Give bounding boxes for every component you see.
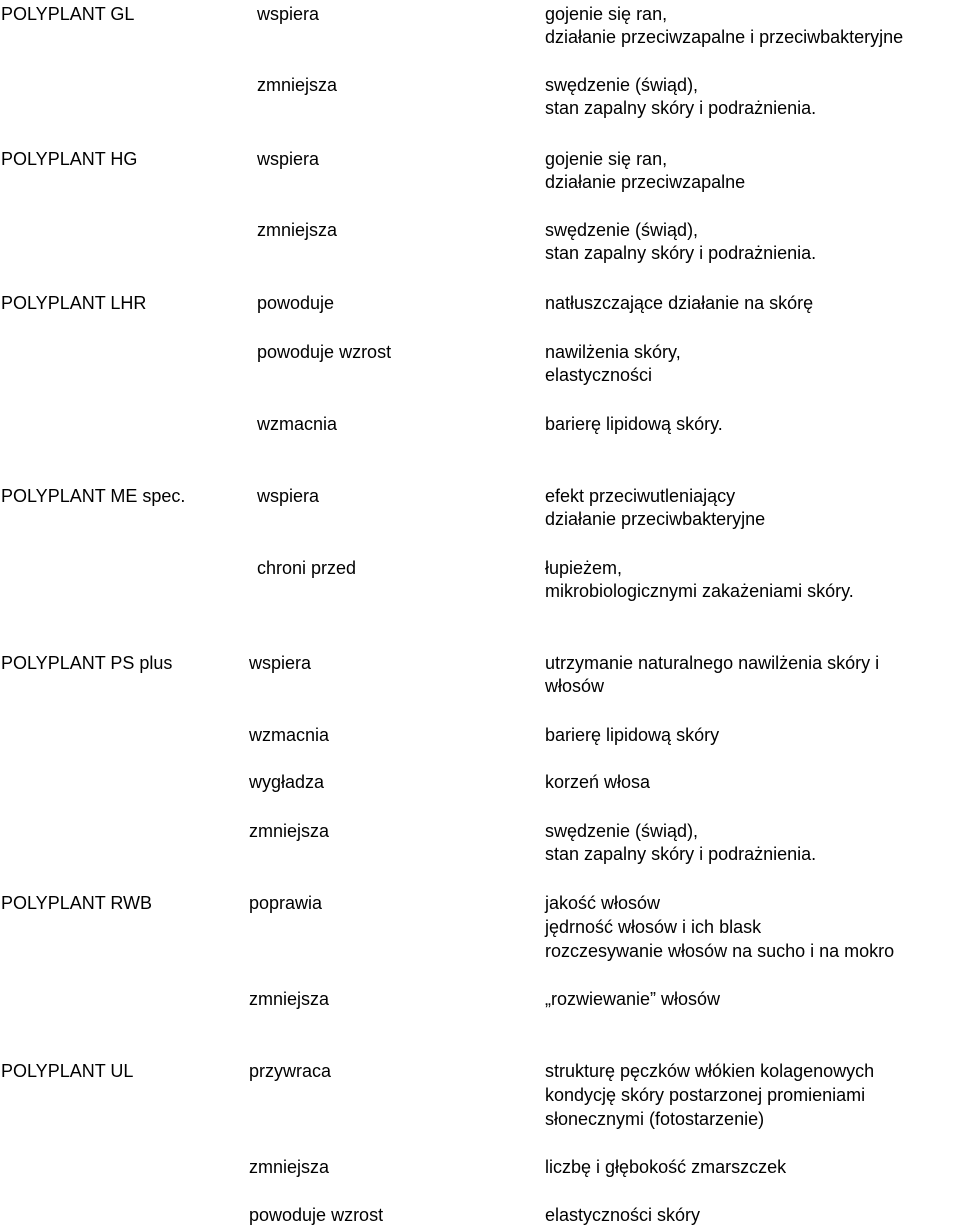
effect-text: gojenie się ran,: [545, 149, 668, 169]
product-name: POLYPLANT UL: [1, 1061, 134, 1081]
effect-text: działanie przeciwzapalne i przeciwbakteryjne: [545, 27, 904, 47]
effect-verb: wspiera: [257, 4, 320, 24]
effect-text: stan zapalny skóry i podrażnienia.: [545, 243, 817, 263]
effect-text: jędrność włosów i ich blask: [545, 917, 762, 937]
effect-verb: zmniejsza: [257, 220, 338, 240]
effect-text: barierę lipidową skóry: [545, 725, 720, 745]
effect-text: strukturę pęczków włókien kolagenowych: [545, 1061, 875, 1081]
effect-verb: wspiera: [249, 653, 312, 673]
effect-text: liczbę i głębokość zmarszczek: [545, 1157, 787, 1177]
effect-verb: chroni przed: [257, 558, 357, 578]
effect-text: utrzymanie naturalnego nawilżenia skóry i: [545, 653, 880, 673]
effect-text: łupieżem,: [545, 558, 623, 578]
effect-text: działanie przeciwbakteryjne: [545, 509, 766, 529]
effect-text: rozczesywanie włosów na sucho i na mokro: [545, 941, 895, 961]
effect-text: gojenie się ran,: [545, 4, 668, 24]
effect-verb: wzmacnia: [249, 725, 330, 745]
effect-text: słonecznymi (fotostarzenie): [545, 1109, 765, 1129]
effect-text: stan zapalny skóry i podrażnienia.: [545, 98, 817, 118]
effect-verb: przywraca: [249, 1061, 332, 1081]
effect-text: korzeń włosa: [545, 772, 651, 792]
effect-verb: zmniejsza: [249, 821, 330, 841]
effect-text: nawilżenia skóry,: [545, 342, 681, 362]
product-name: POLYPLANT GL: [1, 4, 135, 24]
effect-verb: powoduje: [257, 293, 335, 313]
effect-text: działanie przeciwzapalne: [545, 172, 746, 192]
effect-verb: zmniejsza: [257, 75, 338, 95]
effect-verb: wzmacnia: [257, 414, 338, 434]
effect-verb: zmniejsza: [249, 1157, 330, 1177]
effect-text: swędzenie (świąd),: [545, 220, 699, 240]
effect-text: mikrobiologicznymi zakażeniami skóry.: [545, 581, 854, 601]
effect-text: stan zapalny skóry i podrażnienia.: [545, 844, 817, 864]
effect-text: elastyczności skóry: [545, 1205, 701, 1225]
effect-text: barierę lipidową skóry.: [545, 414, 723, 434]
effect-verb: poprawia: [249, 893, 323, 913]
product-name: POLYPLANT LHR: [1, 293, 147, 313]
product-name: POLYPLANT PS plus: [1, 653, 173, 673]
effect-verb: wspiera: [257, 486, 320, 506]
effect-text: natłuszczające działanie na skórę: [545, 293, 814, 313]
effect-verb: powoduje wzrost: [257, 342, 392, 362]
effect-verb: zmniejsza: [249, 989, 330, 1009]
effect-text: „rozwiewanie” włosów: [545, 989, 721, 1009]
effect-text: jakość włosów: [545, 893, 661, 913]
effect-verb: wygładza: [249, 772, 325, 792]
effect-text: swędzenie (świąd),: [545, 75, 699, 95]
product-name: POLYPLANT HG: [1, 149, 138, 169]
effect-text: elastyczności: [545, 365, 653, 385]
effect-text: efekt przeciwutleniający: [545, 486, 736, 506]
effect-verb: wspiera: [257, 149, 320, 169]
effect-text: kondycję skóry postarzonej promieniami: [545, 1085, 866, 1105]
product-name: POLYPLANT ME spec.: [1, 486, 186, 506]
effect-text: swędzenie (świąd),: [545, 821, 699, 841]
product-name: POLYPLANT RWB: [1, 893, 153, 913]
effect-verb: powoduje wzrost: [249, 1205, 384, 1225]
effect-text: włosów: [545, 676, 605, 696]
